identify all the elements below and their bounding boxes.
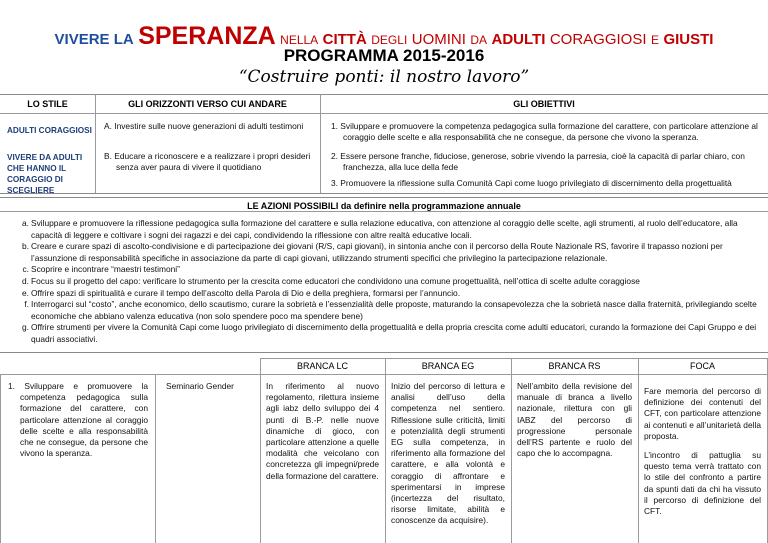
action-item: d. Focus su il progetto del capo: verificare lo strumento per la crescita come educatori che condividono una comune progettualità, nell’ottica di scelte adulte coraggiose <box>22 275 640 286</box>
lower-obiettivo-1: 1. Sviluppare e promuovere la competenza pedagogica sulla formazione del carattere, con particolare attenzione al coraggio delle scelte e alla responsabilità che ne consegue, da persone che vivono la speranza. <box>8 381 148 459</box>
foca-text-1: Fare memoria del percorso di definizione dei contenuti del CFT, con particolare attenzione ai contenuti e all’unitarietà della proposta. <box>644 386 761 441</box>
orizzonte-a: A. Investire sulle nuove generazioni di adulti testimoni <box>104 121 304 131</box>
title-word: UOMINI <box>411 31 466 48</box>
title-word: ADULTI <box>491 31 546 48</box>
title-word: CORAGGIOSI <box>549 31 647 48</box>
title-word: SPERANZA <box>138 22 276 50</box>
title-word: GIUSTI <box>663 31 714 48</box>
programma-subtitle: “Costruire ponti: il nostro lavoro” <box>238 67 530 87</box>
header-branca-lc: BRANCA LC <box>296 361 349 371</box>
header-foca: FOCA <box>689 361 715 371</box>
header-lo-stile: LO STILE <box>27 99 68 109</box>
action-item: g. Offrire strumenti per vivere la Comunità Capi come luogo privilegiato di discernimento della progettualità e della propria crescita come adulti educatori, curando la formazione dei Capi Gruppo e dei quadri associativi. <box>22 322 757 344</box>
style-vivere-da-adulti: VIVERE DA ADULTI CHE HANNO IL CORAGGIO DI SCEGLIERE <box>7 153 83 195</box>
action-item: a. Sviluppare e promuovere la riflessione pedagogica sulla formazione del carattere e sulla relazione educativa, con attenzione al coraggio delle scelte, agli strumenti, al ruolo dell’educatore, alla capacità di leggere e coltivare i sogni dei ragazzi e dei capi, condividendo la riflessione con altre realtà educative locali. <box>22 218 738 240</box>
rs-text: Nell’ambito della revisione del manuale di branca a livello nazionale, rilettura con gli IABZ del percorso di progressione personale dell’RS partente e ruolo del capo che lo accompagna. <box>517 381 632 459</box>
obiettivo-1: 1. Sviluppare e promuovere la competenza pedagogica sulla formazione del carattere, con particolare attenzione al coraggio delle scelte e alla responsabilità che ne consegue, da persone che vivono la speranza. <box>331 121 758 142</box>
actions-list <box>7 218 761 346</box>
seminario-gender: Seminario Gender <box>166 381 234 391</box>
action-item: f. Interrogarci sul “costo”, anche economico, dello scautismo, curare la sobrietà e l’essenzialità delle proposte, maturando la consapevolezza che la sobrietà nasce dalla fraternità, privilegiando scelte economiche che abbiano valenza educativa (non solo spendere poco ma spendere bene) <box>24 299 757 321</box>
actions-title: LE AZIONI POSSIBILI da definire nella programmazione annuale <box>247 201 521 211</box>
title-word: NELLA <box>280 33 319 47</box>
title-word: DEGLI <box>371 33 408 47</box>
header-obiettivi: GLI OBIETTIVI <box>513 99 575 109</box>
style-adulti-coraggiosi: ADULTI CORAGGIOSI <box>7 126 92 135</box>
obiettivo-3: 3. Promuovere la riflessione sulla Comunità Capi come luogo privilegiato di discernimento della progettualità <box>331 178 732 188</box>
header-branca-eg: BRANCA EG <box>421 361 475 371</box>
title-word: DA <box>470 33 488 47</box>
header-orizzonti: GLI ORIZZONTI VERSO CUI ANDARE <box>128 99 287 109</box>
title-word: VIVERE LA <box>54 31 134 48</box>
header-branca-rs: BRANCA RS <box>548 361 601 371</box>
action-item: b. Creare e curare spazi di ascolto-condivisione e di partecipazione dei giovani (R/S, capi giovani), in sintonia anche con il percorso della Route Nazionale RS, favorire il trapasso nozioni per l’assunzione di responsabilità specifiche in associazione da parte di capi giovani, utilizzando strumenti specifici che privilegino la partecipazione relazionale. <box>22 241 723 263</box>
action-item: c. Scoprire e incontrare “maestri testimoni” <box>22 264 180 275</box>
eg-text: Inizio del percorso di lettura e analisi dell’uso della competenza nel sentiero. Riflessione sulle criticità, limiti e potenzialità degli strumenti EG sulla competenza, in riferimento alla formazione del carattere, e alla volontà e coraggio di affrontare e sperimentarsi in imprese (incertezza del risultato, risorse limitate, abilità e conoscenze da acquisire). <box>391 381 505 526</box>
obiettivo-2: 2. Essere persone franche, fiduciose, generose, sobrie vivendo la parresia, cioè la capacità di parlar chiaro, con franchezza, alla luce della fede <box>331 151 745 172</box>
title-word: CITTÀ <box>322 31 367 48</box>
action-item: e. Offrire spazi di spiritualità e curare il tempo dell’ascolto della Parola di Dio e della preghiera, formarsi per l’annuncio. <box>22 287 461 298</box>
orizzonte-b: B. Educare a riconoscere e a realizzare i propri desideri senza aver paura di vivere il quotidiano <box>104 151 311 172</box>
foca-text-2: L’incontro di pattuglia su questo tema verrà trattato con lo stile del confronto a partire da spunti dati da chi ha vissuto il percorso di definizione del CFT. <box>644 450 761 517</box>
title-word: E <box>650 33 659 47</box>
programma-title: PROGRAMMA 2015-2016 <box>283 46 485 65</box>
lc-text: In riferimento al nuovo regolamento, rilettura insieme agli iabz dello sviluppo dei 4 punti di B.-P. nelle nuove dinamiche di gioco, con particolare attenzione a quelle modalità che veicolano con concretezza gli impegni/prede della formazione del carattere. <box>266 381 379 481</box>
